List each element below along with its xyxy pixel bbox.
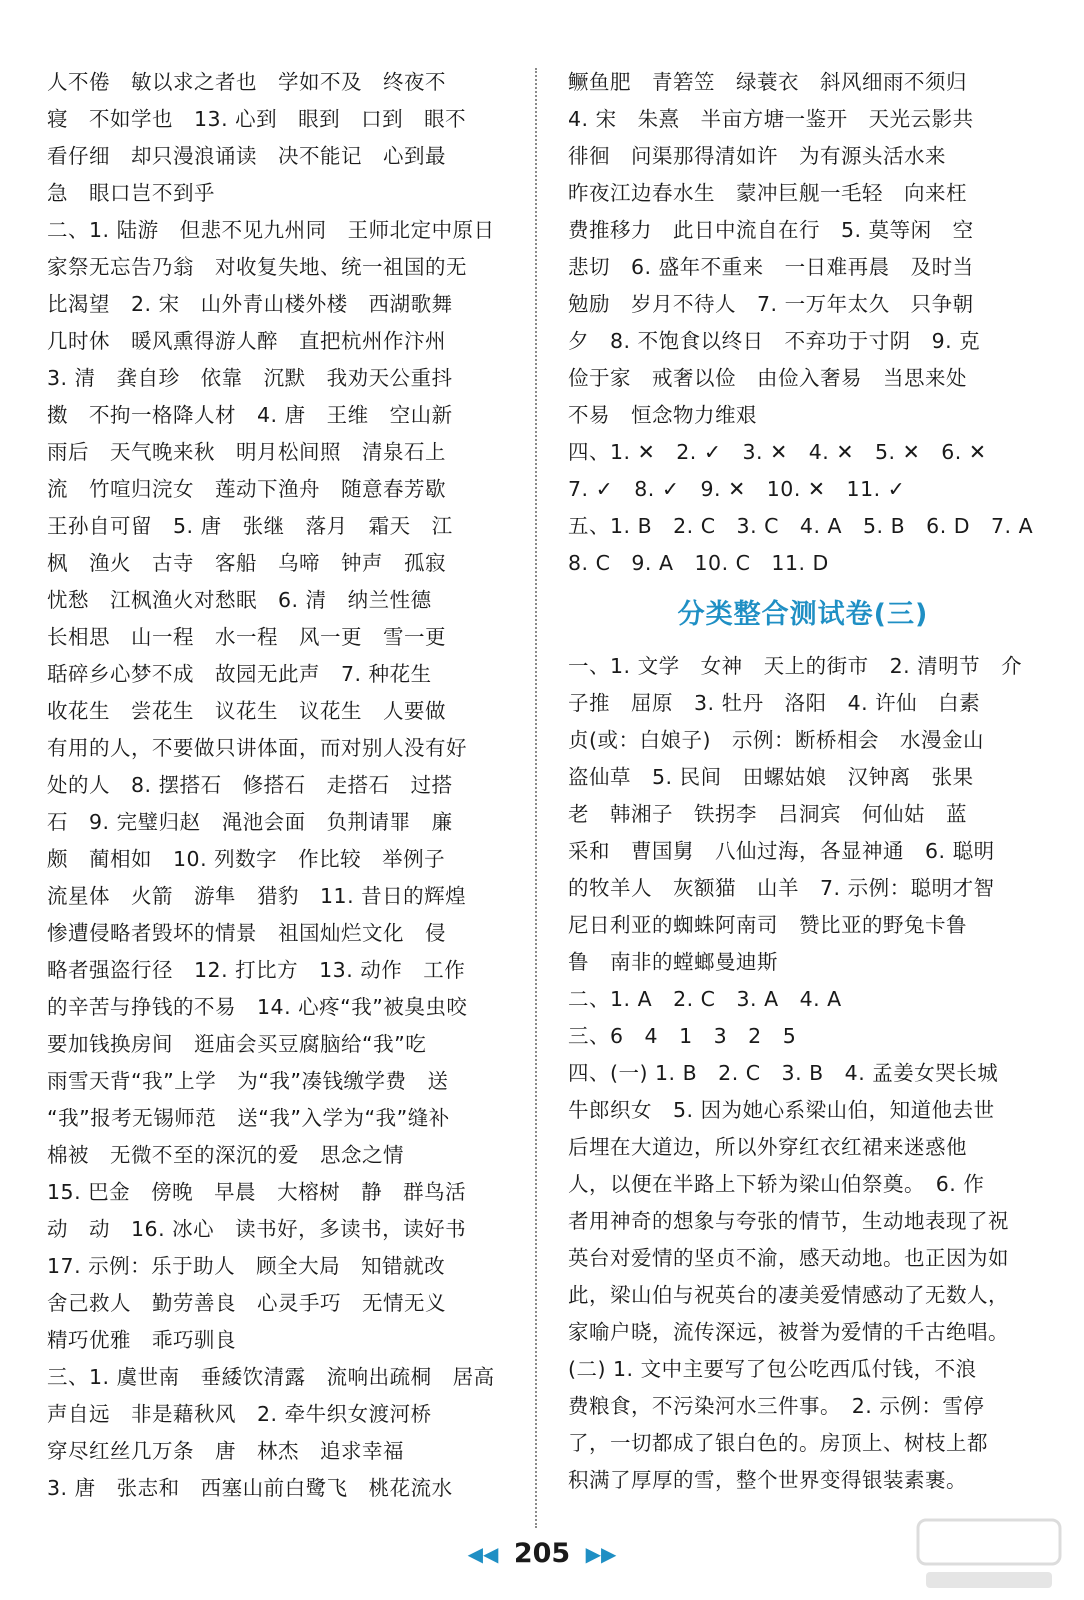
- right-text-line: 一、1. 文学 女神 天上的街市 2. 清明节 介: [568, 654, 1023, 678]
- right-text-line: 夕 8. 不饱食以终日 不弃功于寸阴 9. 克: [568, 329, 981, 353]
- right-text-line: 老 韩湘子 铁拐李 吕洞宾 何仙姑 蓝: [568, 802, 967, 826]
- right-text-line: 昨夜江边春水生 蒙冲巨舰一毛轻 向来枉: [568, 181, 967, 205]
- right-text-line: 积满了厚厚的雪，整个世界变得银装素裹。: [568, 1468, 967, 1492]
- left-text-line: 雨雪天背“我”上学 为“我”凑钱缴学费 送: [47, 1069, 449, 1093]
- test-paper-three-answers: [568, 648, 1038, 1499]
- left-text-line: 惨遭侵略者毁坏的情景 祖国灿烂文化 侵: [47, 921, 446, 945]
- right-text-line: 的牧羊人 灰额猫 山羊 7. 示例：聪明才智: [568, 876, 995, 900]
- right-text-line: 不易 恒念物力维艰: [568, 403, 757, 427]
- right-text-line: 4. 宋 朱熹 半亩方塘一鉴开 天光云影共: [568, 107, 974, 131]
- left-text-line: 流 竹喧归浣女 莲动下渔舟 随意春芳歇: [47, 477, 446, 501]
- left-text-line: 长相思 山一程 水一程 风一更 雪一更: [47, 625, 446, 649]
- right-column: [568, 64, 1038, 1499]
- right-text-line: 四、(一) 1. B 2. C 3. B 4. 孟姜女哭长城: [568, 1061, 999, 1085]
- left-text-line: 处的人 8. 摆搭石 修搭石 走搭石 过搭: [47, 773, 453, 797]
- right-text-line: 者用神奇的想象与夸张的情节，生动地表现了祝: [568, 1209, 1009, 1233]
- left-text-line: 急 眼口岂不到乎: [47, 181, 215, 205]
- left-text-line: 颇 蔺相如 10. 列数字 作比较 举例子: [47, 847, 446, 871]
- left-text-line: 收花生 尝花生 议花生 议花生 人要做: [47, 699, 446, 723]
- left-column: [47, 64, 517, 1507]
- right-text-line: 牛郎织女 5. 因为她心系梁山伯，知道他去世: [568, 1098, 995, 1122]
- left-text-line: 17. 示例：乐于助人 顾全大局 知错就改: [47, 1254, 446, 1278]
- right-text-line: 贞(或：白娘子) 示例：断桥相会 水漫金山: [568, 728, 984, 752]
- left-text-line: 枫 渔火 古寺 客船 乌啼 钟声 孤寂: [47, 551, 446, 575]
- right-text-line: 五、1. B 2. C 3. C 4. A 5. B 6. D 7. A: [568, 514, 1034, 538]
- left-text-line: 穿尽红丝几万条 唐 林杰 追求幸福: [47, 1439, 404, 1463]
- right-text-line: 了，一切都成了银白色的。房顶上、树枝上都: [568, 1431, 988, 1455]
- right-text-line: 俭于家 戒奢以俭 由俭入奢易 当思来处: [568, 366, 967, 390]
- watermark-logo-icon: [914, 1514, 1064, 1594]
- right-text-line: 家喻户晓，流传深远，被誉为爱情的千古绝唱。: [568, 1320, 1009, 1344]
- left-text-line: 王孙自可留 5. 唐 张继 落月 霜天 江: [47, 514, 453, 538]
- right-text-line: 7. ✓ 8. ✓ 9. ✕ 10. ✕ 11. ✓: [568, 477, 906, 501]
- right-text-line: 徘徊 问渠那得清如许 为有源头活水来: [568, 144, 946, 168]
- right-text-line: 二、1. A 2. C 3. A 4. A: [568, 987, 842, 1011]
- right-text-line: 后埋在大道边，所以外穿红衣红裙来迷惑他: [568, 1135, 967, 1159]
- left-text-line: 15. 巴金 傍晚 早晨 大榕树 静 群鸟活: [47, 1180, 467, 1204]
- left-text-line: 聒碎乡心梦不成 故园无此声 7. 种花生: [47, 662, 432, 686]
- right-text-line: 勉励 岁月不待人 7. 一万年太久 只争朝: [568, 292, 974, 316]
- left-text-line: 雨后 天气晚来秋 明月松间照 清泉石上: [47, 440, 446, 464]
- left-text-line: 家祭无忘告乃翁 对收复失地、统一祖国的无: [47, 255, 467, 279]
- right-text-line: 采和 曹国舅 八仙过海，各显神通 6. 聪明: [568, 839, 995, 863]
- right-text-line: 费推移力 此日中流自在行 5. 莫等闲 空: [568, 218, 974, 242]
- right-text-line: 四、1. ✕ 2. ✓ 3. ✕ 4. ✕ 5. ✕ 6. ✕: [568, 440, 987, 464]
- left-text-line: 二、1. 陆游 但悲不见九州同 王师北定中原日: [47, 218, 495, 242]
- right-text-line: 盗仙草 5. 民间 田螺姑娘 汉钟离 张果: [568, 765, 974, 789]
- left-text-line: 精巧优雅 乖巧驯良: [47, 1328, 236, 1352]
- left-text-line: 动 动 16. 冰心 读书好，多读书，读好书: [47, 1217, 467, 1241]
- right-text-line: 费粮食，不污染河水三件事。 2. 示例：雪停: [568, 1394, 985, 1418]
- right-text-line: 尼日利亚的蜘蛛阿南司 赞比亚的野兔卡鲁: [568, 913, 967, 937]
- right-text-line: 子推 屈原 3. 牡丹 洛阳 4. 许仙 白素: [568, 691, 981, 715]
- right-text-line: 人，以便在半路上下轿为梁山伯祭奠。 6. 作: [568, 1172, 985, 1196]
- left-text-line: 有用的人，不要做只讲体面，而对别人没有好: [47, 736, 467, 760]
- right-text-line: 悲切 6. 盛年不重来 一日难再晨 及时当: [568, 255, 974, 279]
- left-text-line: 擞 不拘一格降人材 4. 唐 王维 空山新: [47, 403, 453, 427]
- next-arrows-icon: ▶▶: [585, 1541, 617, 1566]
- left-text-line: 略者强盗行径 12. 打比方 13. 动作 工作: [47, 958, 466, 982]
- right-text-line: (二) 1. 文中主要写了包公吃西瓜付钱，不浪: [568, 1357, 977, 1381]
- left-text-line: 寝 不如学也 13. 心到 眼到 口到 眼不: [47, 107, 467, 131]
- left-text-line: 舍己救人 勤劳善良 心灵手巧 无情无义: [47, 1291, 446, 1315]
- left-text-line: 3. 清 龚自珍 依靠 沉默 我劝天公重抖: [47, 366, 453, 390]
- left-text-line: 人不倦 敏以求之者也 学如不及 终夜不: [47, 70, 446, 94]
- left-text-line: 三、1. 虞世南 垂緌饮清露 流响出疏桐 居高: [47, 1365, 495, 1389]
- left-text-line: 几时休 暖风熏得游人醉 直把杭州作汴州: [47, 329, 446, 353]
- left-text-line: 看仔细 却只漫浪诵读 决不能记 心到最: [47, 144, 446, 168]
- left-text-line: 要加钱换房间 逛庙会买豆腐脑给“我”吃: [47, 1032, 427, 1056]
- left-text-line: 棉被 无微不至的深沉的爱 思念之情: [47, 1143, 404, 1167]
- left-text-line: 流星体 火箭 游隼 猎豹 11. 昔日的辉煌: [47, 884, 467, 908]
- right-text-line: 8. C 9. A 10. C 11. D: [568, 551, 829, 575]
- section-title: 分类整合测试卷(三): [677, 599, 929, 630]
- right-text-line: 三、6 4 1 3 2 5: [568, 1024, 797, 1048]
- left-text-line: 的辛苦与挣钱的不易 14. 心疼“我”被臭虫咬: [47, 995, 468, 1019]
- prev-arrows-icon: ◀◀: [467, 1541, 499, 1566]
- right-text-line: 鲁 南非的螳螂曼迪斯: [568, 950, 778, 974]
- left-text-line: 石 9. 完璧归赵 渑池会面 负荆请罪 廉: [47, 810, 453, 834]
- column-divider: [535, 68, 537, 1528]
- left-text-line: 忧愁 江枫渔火对愁眠 6. 清 纳兰性德: [47, 588, 432, 612]
- answers-continued: [568, 64, 1038, 582]
- left-text-line: 3. 唐 张志和 西塞山前白鹭飞 桃花流水: [47, 1476, 453, 1500]
- right-text-line: 此，梁山伯与祝英台的凄美爱情感动了无数人，: [568, 1283, 1009, 1307]
- right-text-line: 英台对爱情的坚贞不渝，感天动地。也正因为如: [568, 1246, 1009, 1270]
- left-text-line: “我”报考无锡师范 送“我”入学为“我”缝补: [47, 1106, 450, 1130]
- left-text-line: 声自远 非是藉秋风 2. 牵牛织女渡河桥: [47, 1402, 432, 1426]
- page-number: 205: [513, 1538, 571, 1569]
- left-text-line: 比渴望 2. 宋 山外青山楼外楼 西湖歌舞: [47, 292, 453, 316]
- right-text-line: 鳜鱼肥 青箬笠 绿蓑衣 斜风细雨不须归: [568, 70, 967, 94]
